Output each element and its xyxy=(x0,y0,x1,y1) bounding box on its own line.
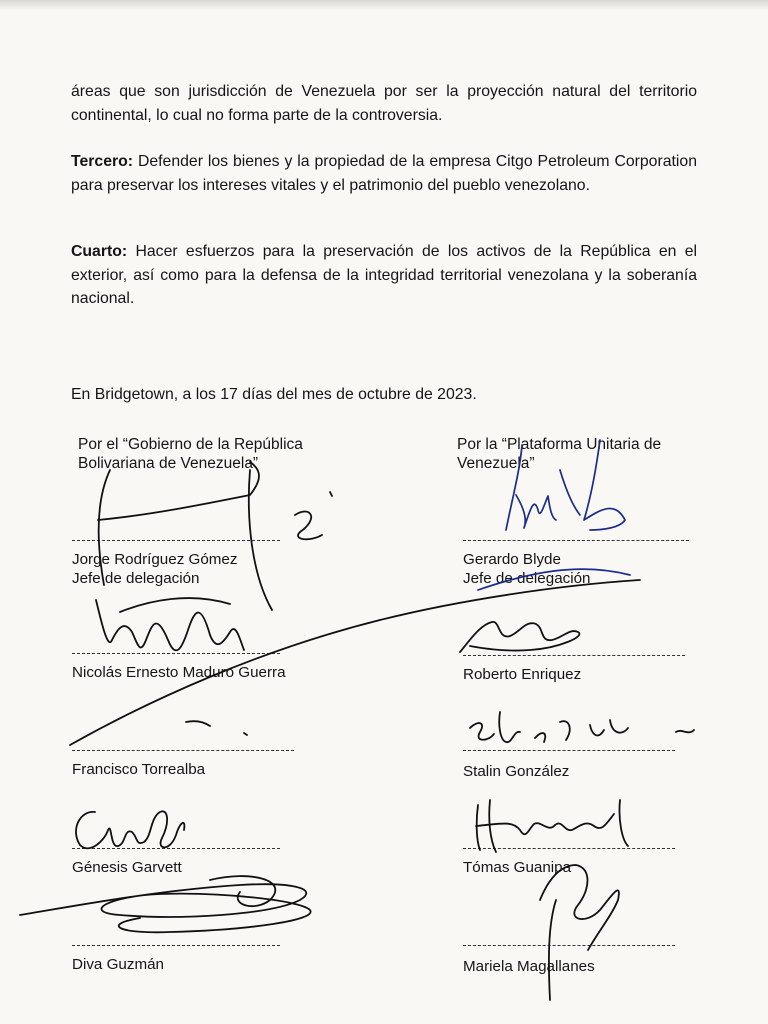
date-line: En Bridgetown, a los 17 días del mes de octubre de 2023. xyxy=(71,386,477,403)
paragraph-text: áreas que son jurisdicción de Venezuela por ser la proyección natural del territorio continental, lo cual no forma parte de la controversia. xyxy=(71,83,697,124)
party-heading-opposition xyxy=(457,435,757,473)
paragraph-text: Hacer esfuerzos para la preservación de los activos de la República en el exterior, así como para la defensa de la integridad territorial venezolana y la soberanía nacional. xyxy=(71,243,697,307)
signature-stalin-gonzalez xyxy=(470,712,694,742)
signatory-name: Francisco Torrealba xyxy=(72,761,206,778)
signatory-role: Jefe de delegación xyxy=(463,570,591,587)
signatory-name: Génesis Garvett xyxy=(72,859,182,876)
scan-edge-shadow xyxy=(0,0,768,10)
signature-diva-guzman xyxy=(20,876,311,932)
signature-line xyxy=(463,540,689,541)
signatory-name: Diva Guzmán xyxy=(72,956,165,973)
signature-line xyxy=(463,945,675,946)
signatory-name: Nicolás Ernesto Maduro Guerra xyxy=(72,664,286,681)
paragraph-cuarto xyxy=(71,240,697,311)
signature-genesis-garvett xyxy=(76,811,184,848)
signature-line xyxy=(72,653,280,654)
signatory-name: Gerardo Blyde xyxy=(463,551,561,568)
signature-line xyxy=(463,655,685,656)
paragraph-text: Defender los bienes y la propiedad de la empresa Citgo Petroleum Corporation para preservar los intereses vitales y el patrimonio del pueblo venezolano. xyxy=(71,153,697,194)
signature-line xyxy=(72,540,280,541)
signatory-role: Jefe de delegación xyxy=(72,570,200,587)
signature-line xyxy=(72,750,294,751)
signature-mariela-magallanes xyxy=(540,865,619,1000)
party-heading-line: Bolivariana de Venezuela” xyxy=(78,455,259,472)
signature-line xyxy=(72,945,280,946)
paragraph-continuation xyxy=(71,80,697,127)
signatory-name: Stalin González xyxy=(463,763,570,780)
paragraph-tercero xyxy=(71,150,697,197)
signature-tomas-guanipa xyxy=(476,800,628,852)
signatory-name: Mariela Magallanes xyxy=(463,958,595,975)
signature-line xyxy=(463,750,675,751)
party-heading-line: Por la “Plataforma Unitaria de xyxy=(457,436,662,453)
signatory-name: Jorge Rodríguez Gómez xyxy=(72,551,238,568)
signature-line xyxy=(463,848,675,849)
party-heading-government xyxy=(78,435,378,473)
signatory-name: Tómas Guanipa xyxy=(463,859,572,876)
signature-line xyxy=(72,848,280,849)
paragraph-lead: Tercero: xyxy=(71,153,134,170)
paragraph-lead: Cuarto: xyxy=(71,243,128,260)
party-heading-line: Venezuela” xyxy=(457,455,535,472)
signatory-name: Roberto Enriquez xyxy=(463,666,582,683)
signature-roberto-enriquez xyxy=(460,622,579,652)
party-heading-line: Por el “Gobierno de la República xyxy=(78,436,303,453)
signature-nicolas-maduro xyxy=(96,600,244,650)
